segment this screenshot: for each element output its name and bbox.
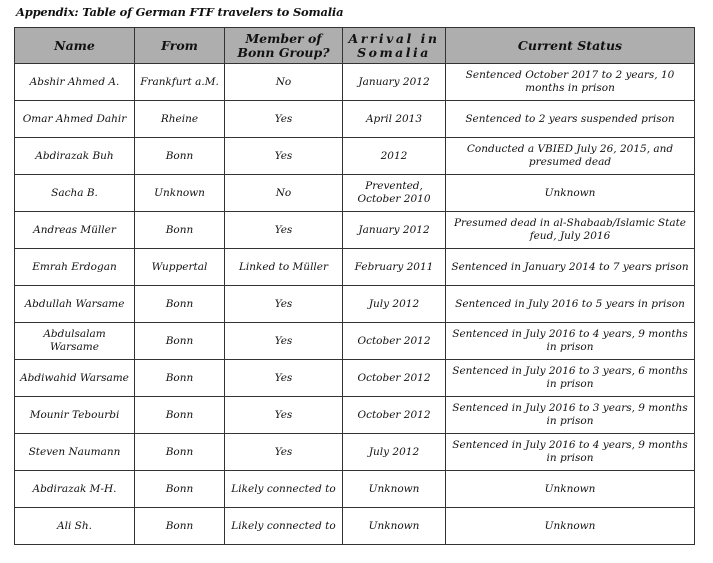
cell-from: Bonn	[135, 434, 225, 471]
cell-arrival: Prevented, October 2010	[343, 175, 446, 212]
cell-status: Sentenced in January 2014 to 7 years prison	[446, 249, 695, 286]
cell-member: No	[225, 175, 343, 212]
cell-member: Yes	[225, 212, 343, 249]
cell-name: Abdulsalam Warsame	[15, 323, 135, 360]
cell-name: Abdullah Warsame	[15, 286, 135, 323]
table-row	[15, 249, 695, 286]
cell-arrival: 2012	[343, 138, 446, 175]
table-row	[15, 360, 695, 397]
cell-member: Yes	[225, 138, 343, 175]
cell-member: Likely connected to	[225, 508, 343, 545]
header-name: Name	[15, 28, 135, 64]
cell-from: Bonn	[135, 397, 225, 434]
cell-status: Sentenced in July 2016 to 3 years, 9 months in prison	[446, 397, 695, 434]
cell-member: Linked to Müller	[225, 249, 343, 286]
cell-member: Yes	[225, 286, 343, 323]
table-row	[15, 471, 695, 508]
table-row	[15, 64, 695, 101]
table-row	[15, 212, 695, 249]
table-row	[15, 434, 695, 471]
cell-member: Likely connected to	[225, 471, 343, 508]
cell-from: Bonn	[135, 471, 225, 508]
table-row	[15, 101, 695, 138]
table-caption: Appendix: Table of German FTF travelers to Somalia	[16, 5, 344, 19]
cell-from: Bonn	[135, 286, 225, 323]
cell-from: Wuppertal	[135, 249, 225, 286]
cell-arrival: January 2012	[343, 212, 446, 249]
cell-status: Unknown	[446, 471, 695, 508]
cell-arrival: October 2012	[343, 323, 446, 360]
cell-arrival: January 2012	[343, 64, 446, 101]
cell-status: Unknown	[446, 175, 695, 212]
cell-status: Sentenced in July 2016 to 3 years, 6 months in prison	[446, 360, 695, 397]
cell-from: Bonn	[135, 212, 225, 249]
cell-name: Abshir Ahmed A.	[15, 64, 135, 101]
cell-arrival: July 2012	[343, 286, 446, 323]
cell-name: Andreas Müller	[15, 212, 135, 249]
table-row	[15, 286, 695, 323]
cell-member: Yes	[225, 434, 343, 471]
cell-status: Sentenced in July 2016 to 5 years in prison	[446, 286, 695, 323]
table-row	[15, 323, 695, 360]
cell-member: No	[225, 64, 343, 101]
cell-arrival: Unknown	[343, 471, 446, 508]
cell-member: Yes	[225, 397, 343, 434]
cell-from: Frankfurt a.M.	[135, 64, 225, 101]
cell-name: Abdirazak Buh	[15, 138, 135, 175]
cell-status: Presumed dead in al-Shabaab/Islamic State feud, July 2016	[446, 212, 695, 249]
cell-member: Yes	[225, 323, 343, 360]
cell-arrival: February 2011	[343, 249, 446, 286]
cell-name: Abdirazak M-H.	[15, 471, 135, 508]
header-member: Member of Bonn Group?	[225, 28, 343, 64]
cell-status: Sentenced October 2017 to 2 years, 10 months in prison	[446, 64, 695, 101]
cell-member: Yes	[225, 101, 343, 138]
cell-from: Bonn	[135, 323, 225, 360]
cell-from: Rheine	[135, 101, 225, 138]
cell-arrival: July 2012	[343, 434, 446, 471]
ftf-travelers-table	[14, 27, 695, 545]
table-row	[15, 175, 695, 212]
cell-arrival: April 2013	[343, 101, 446, 138]
cell-name: Emrah Erdogan	[15, 249, 135, 286]
cell-arrival: October 2012	[343, 397, 446, 434]
cell-name: Sacha B.	[15, 175, 135, 212]
cell-from: Unknown	[135, 175, 225, 212]
cell-arrival: October 2012	[343, 360, 446, 397]
cell-status: Unknown	[446, 508, 695, 545]
table-row	[15, 138, 695, 175]
cell-status: Sentenced to 2 years suspended prison	[446, 101, 695, 138]
cell-name: Abdiwahid Warsame	[15, 360, 135, 397]
cell-from: Bonn	[135, 360, 225, 397]
cell-from: Bonn	[135, 508, 225, 545]
cell-name: Ali Sh.	[15, 508, 135, 545]
cell-arrival: Unknown	[343, 508, 446, 545]
cell-name: Mounir Tebourbi	[15, 397, 135, 434]
header-status: Current Status	[446, 28, 695, 64]
cell-from: Bonn	[135, 138, 225, 175]
cell-status: Sentenced in July 2016 to 4 years, 9 months in prison	[446, 434, 695, 471]
header-row	[15, 28, 695, 64]
table-row	[15, 397, 695, 434]
header-arrival: Arrival in Somalia	[343, 28, 446, 64]
cell-status: Sentenced in July 2016 to 4 years, 9 months in prison	[446, 323, 695, 360]
cell-name: Omar Ahmed Dahir	[15, 101, 135, 138]
table-row	[15, 508, 695, 545]
cell-name: Steven Naumann	[15, 434, 135, 471]
header-from: From	[135, 28, 225, 64]
cell-member: Yes	[225, 360, 343, 397]
cell-status: Conducted a VBIED July 26, 2015, and presumed dead	[446, 138, 695, 175]
